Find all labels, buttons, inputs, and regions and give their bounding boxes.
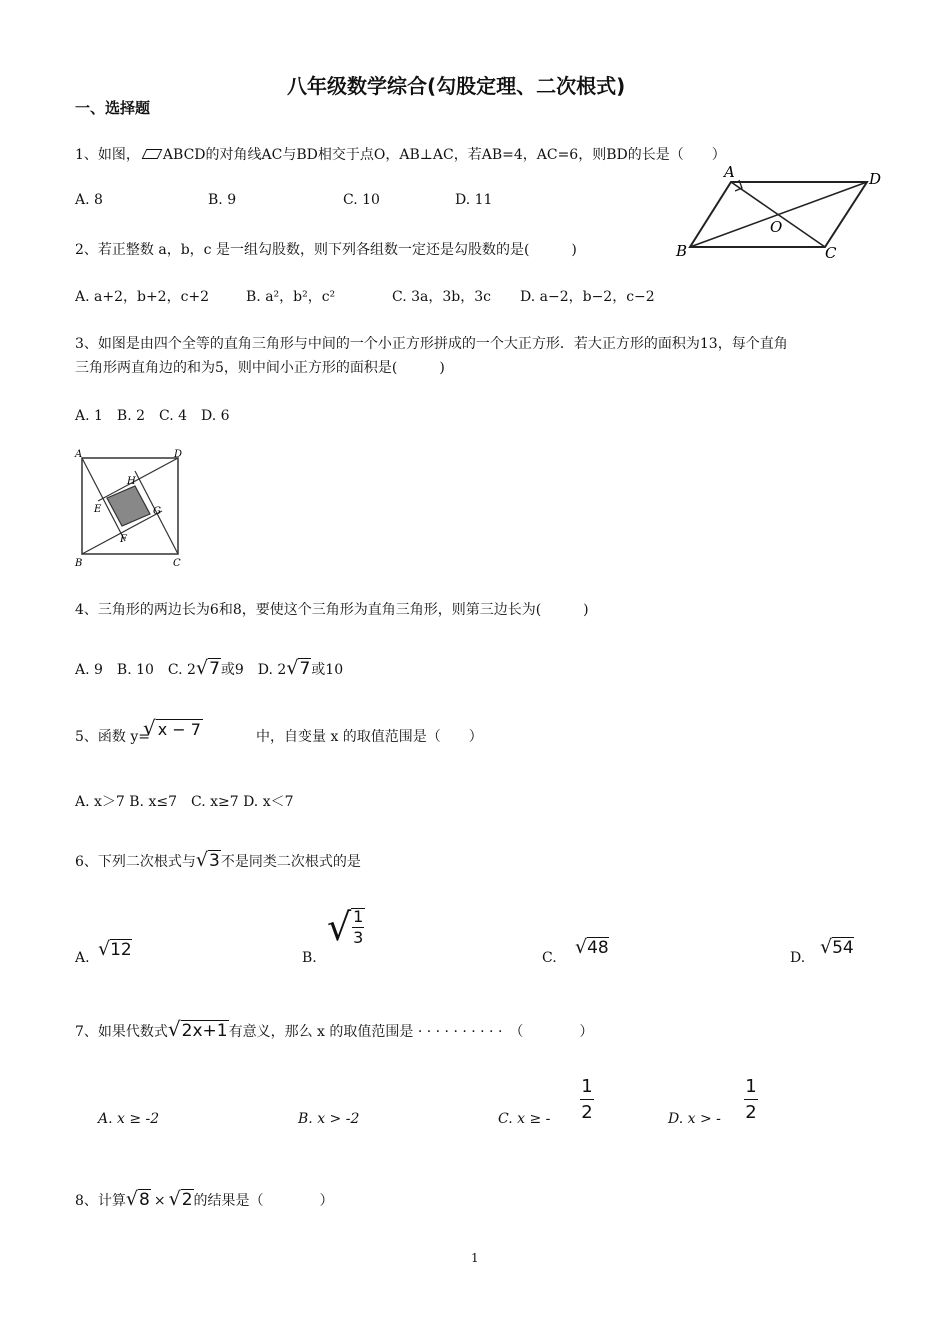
- q6-option-b-label: B.: [302, 950, 317, 966]
- sqrt-icon: √: [125, 1188, 139, 1210]
- question-8: [75, 1188, 334, 1210]
- q6-radicand: 3: [209, 851, 220, 871]
- q4-radicand-c: 7: [209, 659, 220, 679]
- q7-c-denominator: 2: [581, 1102, 593, 1123]
- q4-options-d-tail: 或10: [311, 662, 344, 678]
- q4-options-a: A. 9 B. 10 C. 2: [75, 662, 196, 678]
- q1-option-d: D. 11: [455, 192, 493, 208]
- q7-radicand: 2x+1: [181, 1021, 228, 1041]
- parallelogram-figure: [672, 162, 892, 262]
- q6-option-a-value: [98, 938, 132, 960]
- q2-option-c: C. 3a，3b，3c: [392, 289, 491, 305]
- question-5-text-b: 中，自变量 x 的取值范围是（ ）: [256, 729, 483, 745]
- q4-options-c-tail: 或9 D. 2: [220, 662, 287, 678]
- parallelogram-icon: [142, 149, 163, 159]
- question-8-text-a: 8、计算: [75, 1193, 126, 1209]
- q6-option-c-label: C.: [542, 950, 557, 966]
- q1-option-b: B. 9: [208, 192, 237, 208]
- fig1-label-a: A: [724, 163, 735, 181]
- sqrt-icon: √: [168, 1188, 181, 1210]
- q1-option-c: C. 10: [343, 192, 380, 208]
- q7-option-c-fraction: [578, 1076, 596, 1123]
- q4-radicand-d: 7: [299, 659, 311, 679]
- question-1-text-b: ABCD的对角线AC与BD相交于点O，AB⊥AC，若AB=4，AC=6，则BD的长是（ ）: [162, 147, 726, 163]
- q6-b-denominator: 3: [353, 928, 364, 947]
- question-7: [75, 1017, 593, 1041]
- sqrt-icon: √: [820, 936, 833, 958]
- q2-option-d: D. a−2，b−2，c−2: [520, 289, 655, 305]
- q2-option-b: B. a²，b²，c²: [246, 289, 336, 305]
- sqrt-icon: √: [195, 849, 209, 871]
- fig2-label-h: H: [127, 476, 136, 487]
- q6-option-d-label: D.: [790, 950, 806, 966]
- q6-option-c-value: [575, 936, 609, 958]
- q6-option-b-value: [327, 905, 365, 949]
- q1-option-a: A. 8: [75, 192, 103, 208]
- question-7-text-a: 7、如果代数式: [75, 1024, 168, 1040]
- fig2-label-c: C: [173, 558, 181, 569]
- sqrt-icon: √: [195, 657, 209, 679]
- q7-option-d: D. x > -: [668, 1111, 721, 1127]
- fig2-label-d: D: [174, 449, 183, 460]
- q6-radicand-c: 48: [587, 938, 609, 958]
- question-5-text-a: 5、函数 y=: [75, 729, 150, 745]
- sqrt-icon: √: [98, 938, 111, 960]
- sqrt-icon: √: [286, 657, 299, 679]
- q6-option-a-label: A.: [75, 950, 90, 966]
- question-8-text-b: 的结果是（ ）: [193, 1193, 334, 1209]
- q7-option-b: B. x > -2: [298, 1111, 360, 1127]
- sqrt-icon: √: [575, 936, 588, 958]
- question-7-text-b: 有意义，那么 x 的取值范围是 · · · · · · · · · · （ ）: [228, 1024, 594, 1040]
- question-4: 4、三角形的两边长为6和8，要使这个三角形为直角三角形，则第三边长为( ): [75, 602, 589, 618]
- sqrt-icon: √: [327, 905, 352, 949]
- section-heading: 一、选择题: [75, 99, 151, 117]
- q6-option-d-value: [820, 936, 854, 958]
- q2-option-a: A. a+2，b+2，c+2: [75, 289, 210, 305]
- q7-option-d-fraction: [742, 1076, 760, 1123]
- page-number: 1: [471, 1251, 479, 1265]
- q5-radicand: x − 7: [157, 720, 201, 739]
- q5-radical: [143, 716, 203, 740]
- question-6: [75, 849, 361, 871]
- q7-c-numerator: 1: [581, 1076, 593, 1097]
- fig1-label-b: B: [676, 242, 688, 260]
- sqrt-icon: √: [143, 716, 156, 740]
- q8-radicand-1: 8: [139, 1190, 150, 1210]
- fig2-label-b: B: [75, 558, 83, 569]
- page-title: 八年级数学综合(勾股定理、二次根式): [287, 74, 626, 98]
- fig1-label-c: C: [825, 244, 837, 262]
- times-sign: ×: [153, 1193, 166, 1209]
- question-3-line-1: 3、如图是由四个全等的直角三角形与中间的一个小正方形拼成的一个大正方形．若大正方形的面积为13，每个直角: [75, 336, 788, 352]
- sqrt-icon: √: [167, 1017, 181, 1041]
- question-1: [75, 144, 726, 164]
- question-1-text-a: 1、如图，: [75, 147, 140, 163]
- q6-radicand-d: 54: [832, 938, 854, 958]
- q8-radicand-2: 2: [181, 1190, 193, 1210]
- q6-radicand-a: 12: [110, 940, 132, 960]
- q5-options: A. x＞7 B. x≤7 C. x≥7 D. x＜7: [75, 794, 294, 810]
- q7-option-a: A. x ≥ -2: [98, 1111, 160, 1127]
- q7-option-c: C. x ≥ -: [498, 1111, 551, 1127]
- q6-b-numerator: 1: [353, 907, 364, 926]
- fig1-label-o: O: [770, 218, 783, 236]
- question-3-line-2: 三角形两直角边的和为5，则中间小正方形的面积是( ): [75, 360, 445, 376]
- q3-options: A. 1 B. 2 C. 4 D. 6: [75, 408, 230, 424]
- q7-d-numerator: 1: [745, 1076, 757, 1097]
- q7-d-denominator: 2: [745, 1102, 757, 1123]
- fig2-label-e: E: [94, 504, 102, 515]
- question-6-text-a: 6、下列二次根式与: [75, 854, 196, 870]
- q4-options: [75, 657, 343, 679]
- question-2: 2、若正整数 a，b，c 是一组勾股数，则下列各组数一定还是勾股数的是( ): [75, 242, 577, 258]
- question-6-text-b: 不是同类二次根式的是: [220, 854, 361, 870]
- fig2-label-a: A: [75, 449, 83, 460]
- fig1-label-d: D: [869, 170, 882, 188]
- fig2-label-g: G: [153, 506, 161, 517]
- square-figure: [70, 446, 192, 572]
- fig2-label-f: F: [120, 534, 127, 545]
